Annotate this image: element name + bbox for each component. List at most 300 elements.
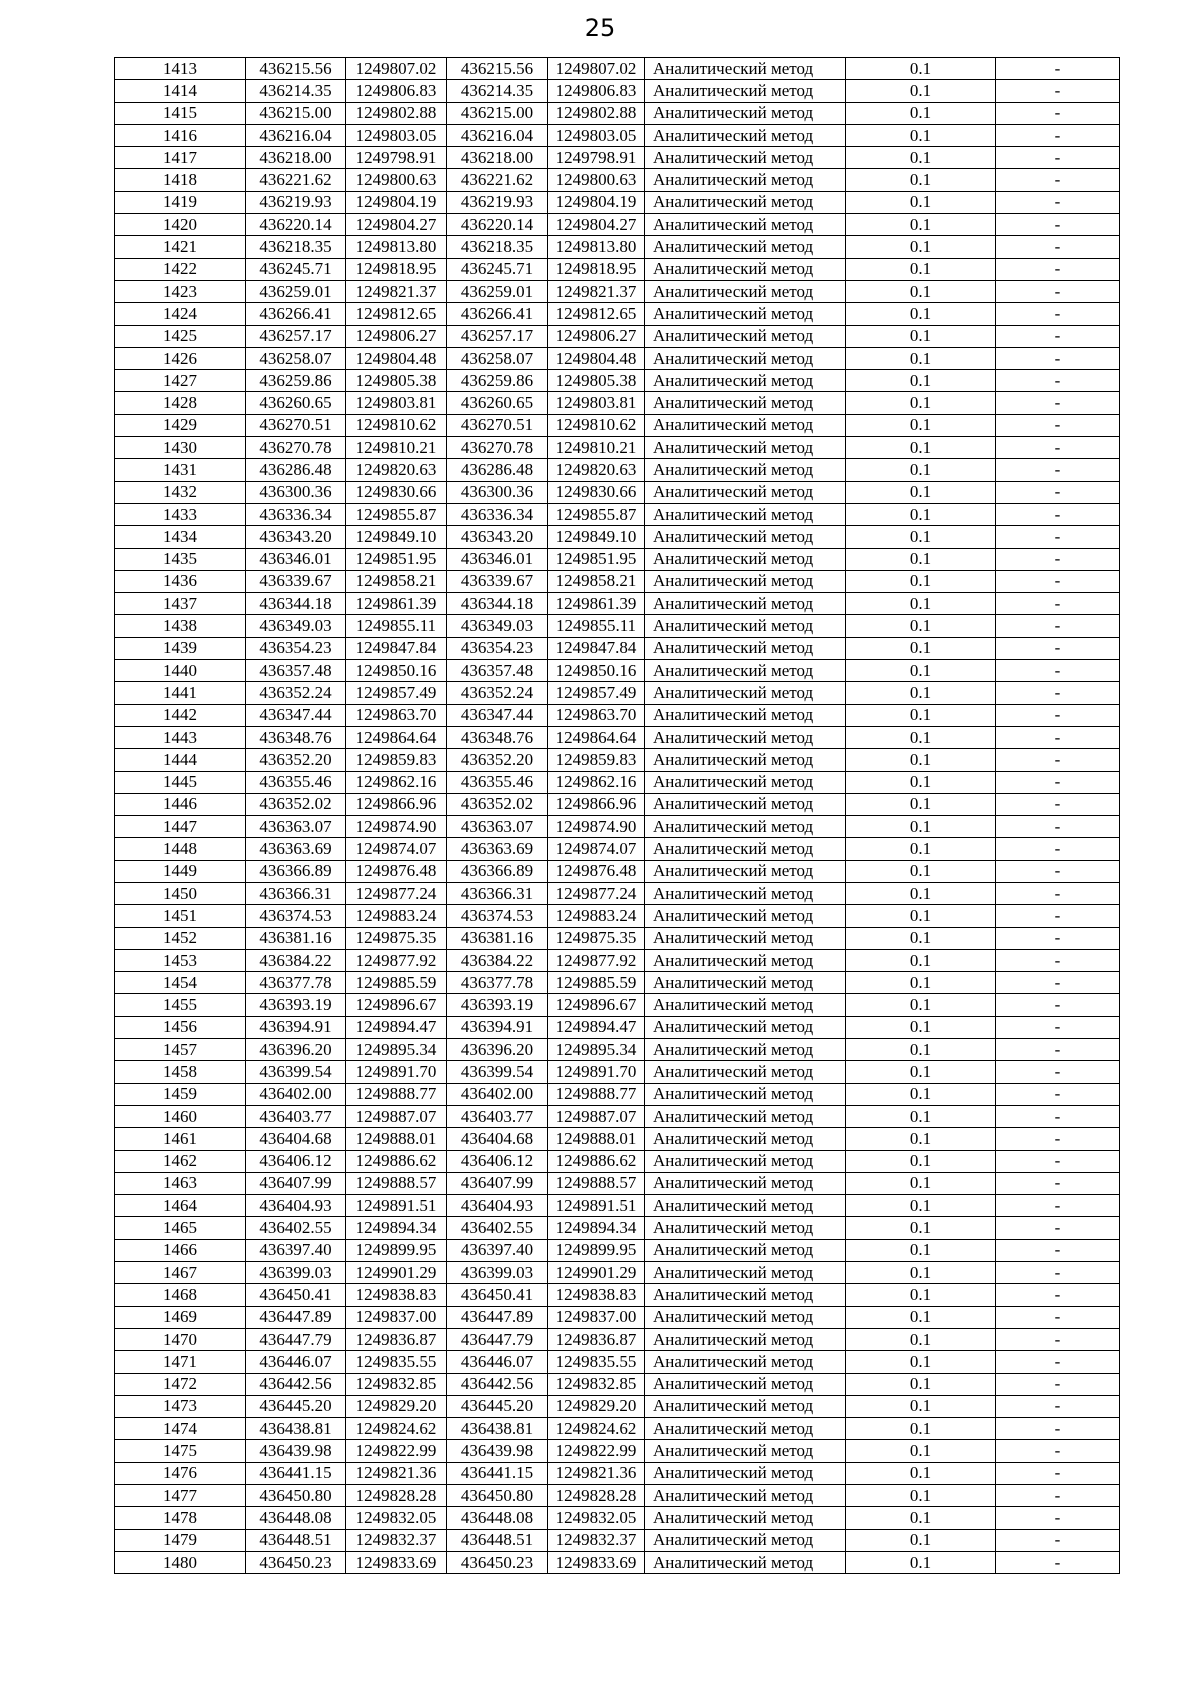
x-coordinate-cell: 436394.91 (246, 1016, 346, 1038)
y-coordinate-cell: 1249896.67 (346, 994, 447, 1016)
x-coordinate-repeat-cell: 436407.99 (447, 1172, 548, 1194)
point-number-cell: 1417 (115, 147, 246, 169)
x-coordinate-repeat-cell: 436399.03 (447, 1262, 548, 1284)
point-number-cell: 1438 (115, 615, 246, 637)
note-cell: - (996, 1128, 1120, 1150)
y-coordinate-repeat-cell: 1249901.29 (548, 1262, 645, 1284)
y-coordinate-cell: 1249832.85 (346, 1373, 447, 1395)
point-number-cell: 1429 (115, 414, 246, 436)
x-coordinate-cell: 436363.07 (246, 816, 346, 838)
accuracy-cell: 0.1 (846, 280, 996, 302)
y-coordinate-cell: 1249850.16 (346, 660, 447, 682)
y-coordinate-repeat-cell: 1249850.16 (548, 660, 645, 682)
y-coordinate-cell: 1249800.63 (346, 169, 447, 191)
table-row (115, 481, 1120, 503)
x-coordinate-cell: 436346.01 (246, 548, 346, 570)
method-cell: Аналитический метод (645, 927, 846, 949)
method-cell: Аналитический метод (645, 258, 846, 280)
x-coordinate-repeat-cell: 436352.20 (447, 749, 548, 771)
y-coordinate-cell: 1249875.35 (346, 927, 447, 949)
note-cell: - (996, 682, 1120, 704)
x-coordinate-repeat-cell: 436404.68 (447, 1128, 548, 1150)
y-coordinate-repeat-cell: 1249894.34 (548, 1217, 645, 1239)
accuracy-cell: 0.1 (846, 80, 996, 102)
x-coordinate-repeat-cell: 436219.93 (447, 191, 548, 213)
x-coordinate-cell: 436348.76 (246, 726, 346, 748)
x-coordinate-cell: 436357.48 (246, 660, 346, 682)
note-cell: - (996, 236, 1120, 258)
accuracy-cell: 0.1 (846, 258, 996, 280)
x-coordinate-cell: 436366.89 (246, 860, 346, 882)
point-number-cell: 1444 (115, 749, 246, 771)
y-coordinate-repeat-cell: 1249822.99 (548, 1440, 645, 1462)
accuracy-cell: 0.1 (846, 1262, 996, 1284)
table-row (115, 882, 1120, 904)
x-coordinate-repeat-cell: 436404.93 (447, 1195, 548, 1217)
method-cell: Аналитический метод (645, 882, 846, 904)
y-coordinate-cell: 1249818.95 (346, 258, 447, 280)
y-coordinate-cell: 1249863.70 (346, 704, 447, 726)
y-coordinate-repeat-cell: 1249877.92 (548, 949, 645, 971)
point-number-cell: 1449 (115, 860, 246, 882)
method-cell: Аналитический метод (645, 860, 846, 882)
x-coordinate-cell: 436218.35 (246, 236, 346, 258)
table-row (115, 124, 1120, 146)
x-coordinate-cell: 436352.02 (246, 793, 346, 815)
point-number-cell: 1435 (115, 548, 246, 570)
table-row (115, 637, 1120, 659)
method-cell: Аналитический метод (645, 1105, 846, 1127)
method-cell: Аналитический метод (645, 503, 846, 525)
y-coordinate-repeat-cell: 1249832.85 (548, 1373, 645, 1395)
note-cell: - (996, 949, 1120, 971)
note-cell: - (996, 1150, 1120, 1172)
point-number-cell: 1421 (115, 236, 246, 258)
note-cell: - (996, 1373, 1120, 1395)
accuracy-cell: 0.1 (846, 481, 996, 503)
point-number-cell: 1431 (115, 459, 246, 481)
x-coordinate-cell: 436396.20 (246, 1039, 346, 1061)
accuracy-cell: 0.1 (846, 1195, 996, 1217)
y-coordinate-repeat-cell: 1249891.51 (548, 1195, 645, 1217)
note-cell: - (996, 637, 1120, 659)
x-coordinate-cell: 436354.23 (246, 637, 346, 659)
point-number-cell: 1475 (115, 1440, 246, 1462)
table-row (115, 169, 1120, 191)
x-coordinate-repeat-cell: 436354.23 (447, 637, 548, 659)
x-coordinate-cell: 436384.22 (246, 949, 346, 971)
method-cell: Аналитический метод (645, 1128, 846, 1150)
point-number-cell: 1461 (115, 1128, 246, 1150)
note-cell: - (996, 816, 1120, 838)
table-row (115, 147, 1120, 169)
method-cell: Аналитический метод (645, 1440, 846, 1462)
note-cell: - (996, 1485, 1120, 1507)
point-number-cell: 1453 (115, 949, 246, 971)
accuracy-cell: 0.1 (846, 949, 996, 971)
y-coordinate-cell: 1249832.37 (346, 1529, 447, 1551)
x-coordinate-cell: 436406.12 (246, 1150, 346, 1172)
x-coordinate-cell: 436336.34 (246, 503, 346, 525)
accuracy-cell: 0.1 (846, 526, 996, 548)
accuracy-cell: 0.1 (846, 882, 996, 904)
x-coordinate-repeat-cell: 436257.17 (447, 325, 548, 347)
accuracy-cell: 0.1 (846, 1105, 996, 1127)
note-cell: - (996, 927, 1120, 949)
method-cell: Аналитический метод (645, 236, 846, 258)
x-coordinate-cell: 436339.67 (246, 570, 346, 592)
y-coordinate-cell: 1249855.87 (346, 503, 447, 525)
method-cell: Аналитический метод (645, 816, 846, 838)
x-coordinate-repeat-cell: 436336.34 (447, 503, 548, 525)
accuracy-cell: 0.1 (846, 1016, 996, 1038)
note-cell: - (996, 280, 1120, 302)
method-cell: Аналитический метод (645, 1462, 846, 1484)
method-cell: Аналитический метод (645, 1306, 846, 1328)
table-row (115, 1507, 1120, 1529)
table-row (115, 1105, 1120, 1127)
note-cell: - (996, 1551, 1120, 1573)
y-coordinate-cell: 1249824.62 (346, 1418, 447, 1440)
x-coordinate-cell: 436447.79 (246, 1328, 346, 1350)
y-coordinate-cell: 1249806.27 (346, 325, 447, 347)
point-number-cell: 1432 (115, 481, 246, 503)
note-cell: - (996, 905, 1120, 927)
y-coordinate-repeat-cell: 1249888.57 (548, 1172, 645, 1194)
accuracy-cell: 0.1 (846, 1039, 996, 1061)
method-cell: Аналитический метод (645, 905, 846, 927)
note-cell: - (996, 1284, 1120, 1306)
x-coordinate-repeat-cell: 436393.19 (447, 994, 548, 1016)
table-row (115, 1284, 1120, 1306)
note-cell: - (996, 1083, 1120, 1105)
x-coordinate-repeat-cell: 436352.02 (447, 793, 548, 815)
note-cell: - (996, 370, 1120, 392)
y-coordinate-cell: 1249832.05 (346, 1507, 447, 1529)
y-coordinate-cell: 1249886.62 (346, 1150, 447, 1172)
accuracy-cell: 0.1 (846, 682, 996, 704)
y-coordinate-repeat-cell: 1249849.10 (548, 526, 645, 548)
y-coordinate-repeat-cell: 1249858.21 (548, 570, 645, 592)
method-cell: Аналитический метод (645, 704, 846, 726)
accuracy-cell: 0.1 (846, 370, 996, 392)
accuracy-cell: 0.1 (846, 437, 996, 459)
y-coordinate-cell: 1249836.87 (346, 1328, 447, 1350)
y-coordinate-repeat-cell: 1249821.37 (548, 280, 645, 302)
point-number-cell: 1428 (115, 392, 246, 414)
y-coordinate-cell: 1249821.36 (346, 1462, 447, 1484)
y-coordinate-repeat-cell: 1249807.02 (548, 58, 645, 80)
point-number-cell: 1446 (115, 793, 246, 815)
table-row (115, 414, 1120, 436)
table-row (115, 838, 1120, 860)
table-row (115, 1172, 1120, 1194)
point-number-cell: 1469 (115, 1306, 246, 1328)
table-row (115, 347, 1120, 369)
y-coordinate-cell: 1249858.21 (346, 570, 447, 592)
x-coordinate-cell: 436442.56 (246, 1373, 346, 1395)
table-row (115, 1083, 1120, 1105)
x-coordinate-cell: 436403.77 (246, 1105, 346, 1127)
y-coordinate-repeat-cell: 1249863.70 (548, 704, 645, 726)
point-number-cell: 1452 (115, 927, 246, 949)
point-number-cell: 1418 (115, 169, 246, 191)
table-row (115, 1462, 1120, 1484)
table-row (115, 548, 1120, 570)
y-coordinate-repeat-cell: 1249894.47 (548, 1016, 645, 1038)
method-cell: Аналитический метод (645, 1239, 846, 1261)
y-coordinate-repeat-cell: 1249806.83 (548, 80, 645, 102)
method-cell: Аналитический метод (645, 771, 846, 793)
table-row (115, 972, 1120, 994)
table-row (115, 214, 1120, 236)
table-row (115, 503, 1120, 525)
accuracy-cell: 0.1 (846, 147, 996, 169)
x-coordinate-repeat-cell: 436215.00 (447, 102, 548, 124)
accuracy-cell: 0.1 (846, 102, 996, 124)
x-coordinate-cell: 436404.68 (246, 1128, 346, 1150)
x-coordinate-repeat-cell: 436403.77 (447, 1105, 548, 1127)
y-coordinate-cell: 1249849.10 (346, 526, 447, 548)
x-coordinate-cell: 436448.08 (246, 1507, 346, 1529)
point-number-cell: 1454 (115, 972, 246, 994)
y-coordinate-cell: 1249804.19 (346, 191, 447, 213)
y-coordinate-cell: 1249804.27 (346, 214, 447, 236)
x-coordinate-cell: 436215.56 (246, 58, 346, 80)
y-coordinate-repeat-cell: 1249821.36 (548, 1462, 645, 1484)
accuracy-cell: 0.1 (846, 548, 996, 570)
note-cell: - (996, 102, 1120, 124)
y-coordinate-repeat-cell: 1249899.95 (548, 1239, 645, 1261)
y-coordinate-repeat-cell: 1249832.05 (548, 1507, 645, 1529)
method-cell: Аналитический метод (645, 726, 846, 748)
y-coordinate-repeat-cell: 1249861.39 (548, 593, 645, 615)
x-coordinate-cell: 436214.35 (246, 80, 346, 102)
note-cell: - (996, 414, 1120, 436)
accuracy-cell: 0.1 (846, 1418, 996, 1440)
accuracy-cell: 0.1 (846, 303, 996, 325)
table-row (115, 1195, 1120, 1217)
table-row (115, 1440, 1120, 1462)
point-number-cell: 1448 (115, 838, 246, 860)
y-coordinate-cell: 1249866.96 (346, 793, 447, 815)
y-coordinate-cell: 1249802.88 (346, 102, 447, 124)
x-coordinate-cell: 436344.18 (246, 593, 346, 615)
point-number-cell: 1416 (115, 124, 246, 146)
y-coordinate-repeat-cell: 1249830.66 (548, 481, 645, 503)
y-coordinate-cell: 1249864.64 (346, 726, 447, 748)
note-cell: - (996, 214, 1120, 236)
table-row (115, 682, 1120, 704)
note-cell: - (996, 303, 1120, 325)
y-coordinate-cell: 1249805.38 (346, 370, 447, 392)
table-row (115, 1485, 1120, 1507)
x-coordinate-repeat-cell: 436286.48 (447, 459, 548, 481)
x-coordinate-cell: 436448.51 (246, 1529, 346, 1551)
x-coordinate-repeat-cell: 436300.36 (447, 481, 548, 503)
point-number-cell: 1463 (115, 1172, 246, 1194)
table-row (115, 280, 1120, 302)
x-coordinate-cell: 436300.36 (246, 481, 346, 503)
x-coordinate-cell: 436349.03 (246, 615, 346, 637)
x-coordinate-repeat-cell: 436446.07 (447, 1351, 548, 1373)
y-coordinate-cell: 1249894.34 (346, 1217, 447, 1239)
y-coordinate-repeat-cell: 1249883.24 (548, 905, 645, 927)
accuracy-cell: 0.1 (846, 236, 996, 258)
x-coordinate-cell: 436447.89 (246, 1306, 346, 1328)
x-coordinate-repeat-cell: 436394.91 (447, 1016, 548, 1038)
method-cell: Аналитический метод (645, 1172, 846, 1194)
note-cell: - (996, 548, 1120, 570)
accuracy-cell: 0.1 (846, 1485, 996, 1507)
note-cell: - (996, 58, 1120, 80)
point-number-cell: 1470 (115, 1328, 246, 1350)
y-coordinate-cell: 1249901.29 (346, 1262, 447, 1284)
accuracy-cell: 0.1 (846, 704, 996, 726)
method-cell: Аналитический метод (645, 325, 846, 347)
y-coordinate-repeat-cell: 1249803.05 (548, 124, 645, 146)
accuracy-cell: 0.1 (846, 1306, 996, 1328)
accuracy-cell: 0.1 (846, 570, 996, 592)
y-coordinate-repeat-cell: 1249832.37 (548, 1529, 645, 1551)
x-coordinate-repeat-cell: 436363.69 (447, 838, 548, 860)
accuracy-cell: 0.1 (846, 124, 996, 146)
x-coordinate-cell: 436407.99 (246, 1172, 346, 1194)
accuracy-cell: 0.1 (846, 593, 996, 615)
x-coordinate-cell: 436259.01 (246, 280, 346, 302)
method-cell: Аналитический метод (645, 1061, 846, 1083)
note-cell: - (996, 481, 1120, 503)
table-row (115, 1217, 1120, 1239)
note-cell: - (996, 1328, 1120, 1350)
y-coordinate-cell: 1249828.28 (346, 1485, 447, 1507)
y-coordinate-cell: 1249888.57 (346, 1172, 447, 1194)
table-row (115, 325, 1120, 347)
accuracy-cell: 0.1 (846, 325, 996, 347)
method-cell: Аналитический метод (645, 102, 846, 124)
method-cell: Аналитический метод (645, 1284, 846, 1306)
point-number-cell: 1460 (115, 1105, 246, 1127)
x-coordinate-cell: 436377.78 (246, 972, 346, 994)
table-row (115, 570, 1120, 592)
point-number-cell: 1451 (115, 905, 246, 927)
point-number-cell: 1420 (115, 214, 246, 236)
y-coordinate-repeat-cell: 1249888.77 (548, 1083, 645, 1105)
table-row (115, 526, 1120, 548)
note-cell: - (996, 749, 1120, 771)
x-coordinate-repeat-cell: 436442.56 (447, 1373, 548, 1395)
x-coordinate-repeat-cell: 436396.20 (447, 1039, 548, 1061)
point-number-cell: 1442 (115, 704, 246, 726)
y-coordinate-repeat-cell: 1249803.81 (548, 392, 645, 414)
accuracy-cell: 0.1 (846, 637, 996, 659)
point-number-cell: 1419 (115, 191, 246, 213)
point-number-cell: 1424 (115, 303, 246, 325)
y-coordinate-cell: 1249857.49 (346, 682, 447, 704)
accuracy-cell: 0.1 (846, 838, 996, 860)
y-coordinate-cell: 1249807.02 (346, 58, 447, 80)
note-cell: - (996, 124, 1120, 146)
method-cell: Аналитический метод (645, 793, 846, 815)
x-coordinate-cell: 436374.53 (246, 905, 346, 927)
y-coordinate-repeat-cell: 1249866.96 (548, 793, 645, 815)
x-coordinate-repeat-cell: 436214.35 (447, 80, 548, 102)
point-number-cell: 1474 (115, 1418, 246, 1440)
x-coordinate-repeat-cell: 436450.41 (447, 1284, 548, 1306)
table-row (115, 793, 1120, 815)
method-cell: Аналитический метод (645, 169, 846, 191)
point-number-cell: 1455 (115, 994, 246, 1016)
x-coordinate-cell: 436260.65 (246, 392, 346, 414)
x-coordinate-repeat-cell: 436448.08 (447, 1507, 548, 1529)
y-coordinate-repeat-cell: 1249855.87 (548, 503, 645, 525)
point-number-cell: 1440 (115, 660, 246, 682)
accuracy-cell: 0.1 (846, 1284, 996, 1306)
table-row (115, 1061, 1120, 1083)
x-coordinate-repeat-cell: 436221.62 (447, 169, 548, 191)
table-body (115, 58, 1120, 1574)
table-row (115, 459, 1120, 481)
note-cell: - (996, 660, 1120, 682)
method-cell: Аналитический метод (645, 459, 846, 481)
method-cell: Аналитический метод (645, 637, 846, 659)
y-coordinate-repeat-cell: 1249804.27 (548, 214, 645, 236)
point-number-cell: 1441 (115, 682, 246, 704)
table-row (115, 303, 1120, 325)
y-coordinate-cell: 1249887.07 (346, 1105, 447, 1127)
accuracy-cell: 0.1 (846, 1061, 996, 1083)
y-coordinate-repeat-cell: 1249828.28 (548, 1485, 645, 1507)
x-coordinate-cell: 436218.00 (246, 147, 346, 169)
note-cell: - (996, 1440, 1120, 1462)
x-coordinate-cell: 436352.24 (246, 682, 346, 704)
table-row (115, 1373, 1120, 1395)
table-row (115, 994, 1120, 1016)
method-cell: Аналитический метод (645, 1551, 846, 1573)
x-coordinate-repeat-cell: 436450.23 (447, 1551, 548, 1573)
note-cell: - (996, 793, 1120, 815)
y-coordinate-repeat-cell: 1249820.63 (548, 459, 645, 481)
x-coordinate-cell: 436381.16 (246, 927, 346, 949)
y-coordinate-repeat-cell: 1249837.00 (548, 1306, 645, 1328)
x-coordinate-repeat-cell: 436355.46 (447, 771, 548, 793)
note-cell: - (996, 526, 1120, 548)
x-coordinate-cell: 436343.20 (246, 526, 346, 548)
method-cell: Аналитический метод (645, 1328, 846, 1350)
y-coordinate-cell: 1249803.05 (346, 124, 447, 146)
y-coordinate-cell: 1249876.48 (346, 860, 447, 882)
x-coordinate-repeat-cell: 436344.18 (447, 593, 548, 615)
accuracy-cell: 0.1 (846, 749, 996, 771)
x-coordinate-cell: 436399.03 (246, 1262, 346, 1284)
x-coordinate-repeat-cell: 436448.51 (447, 1529, 548, 1551)
y-coordinate-cell: 1249812.65 (346, 303, 447, 325)
x-coordinate-cell: 436366.31 (246, 882, 346, 904)
note-cell: - (996, 1105, 1120, 1127)
accuracy-cell: 0.1 (846, 503, 996, 525)
y-coordinate-cell: 1249883.24 (346, 905, 447, 927)
x-coordinate-repeat-cell: 436402.55 (447, 1217, 548, 1239)
table-row (115, 860, 1120, 882)
x-coordinate-repeat-cell: 436346.01 (447, 548, 548, 570)
note-cell: - (996, 80, 1120, 102)
x-coordinate-cell: 436286.48 (246, 459, 346, 481)
y-coordinate-repeat-cell: 1249877.24 (548, 882, 645, 904)
accuracy-cell: 0.1 (846, 771, 996, 793)
table-row (115, 80, 1120, 102)
x-coordinate-repeat-cell: 436445.20 (447, 1395, 548, 1417)
note-cell: - (996, 972, 1120, 994)
